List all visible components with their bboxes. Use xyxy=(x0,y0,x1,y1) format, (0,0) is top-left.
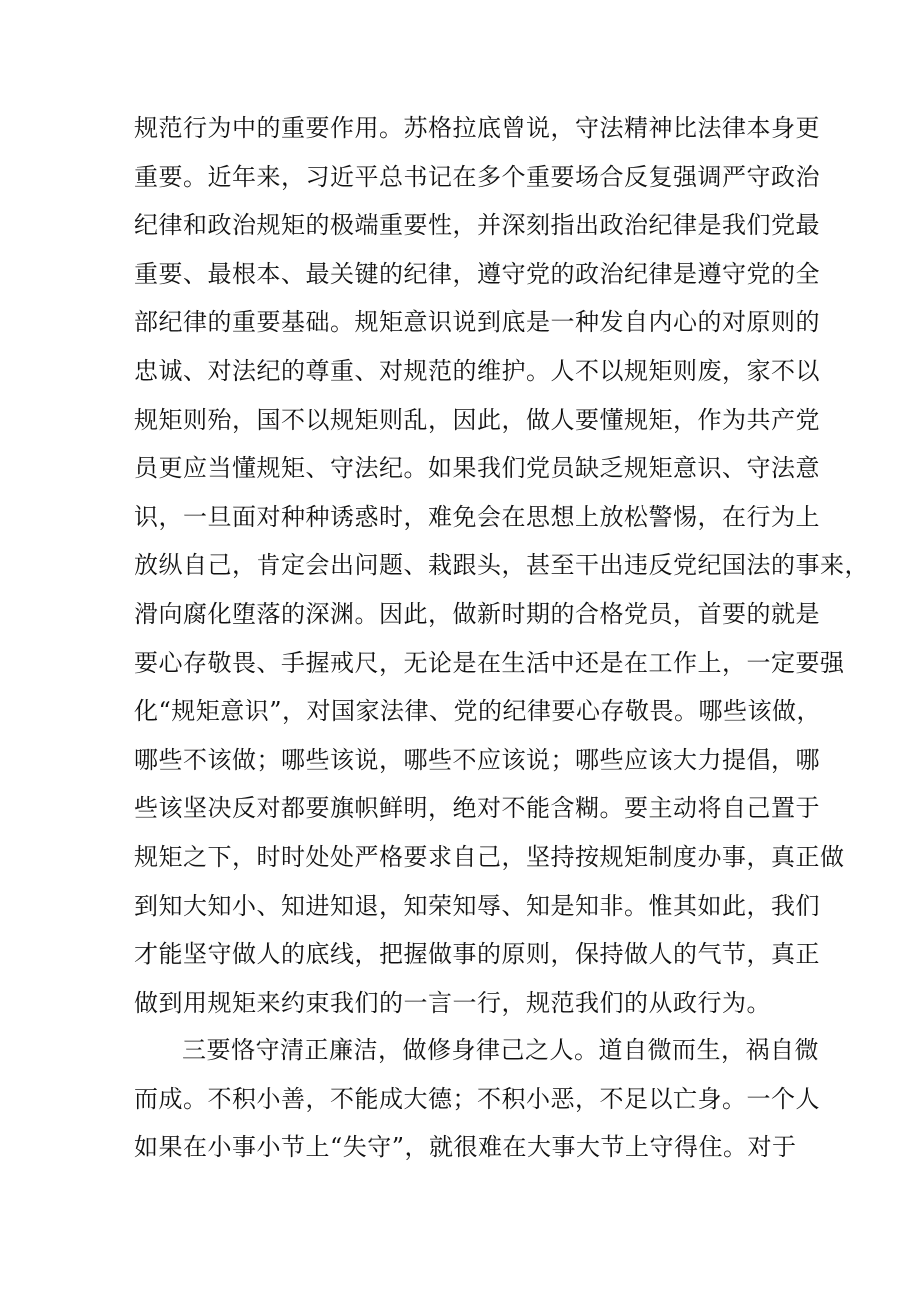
text-line: 化“规矩意识”，对国家法律、党的纪律要心存敬畏。哪些该做， xyxy=(134,697,822,726)
text-line: 放纵自己，肯定会出问题、栽跟头，甚至干出违反党纪国法的事来， xyxy=(134,551,869,580)
text-line: 识，一旦面对种种诱惑时，难免会在思想上放松警惕，在行为上 xyxy=(134,502,820,531)
text-line: 滑向腐化堕落的深渊。因此，做新时期的合格党员，首要的就是 xyxy=(134,599,820,628)
text-line: 规范行为中的重要作用。苏格拉底曾说，守法精神比法律本身更 xyxy=(134,114,820,142)
text-line: 哪些不该做；哪些该说，哪些不应该说；哪些应该大力提倡，哪 xyxy=(134,745,820,774)
text-line: 员更应当懂规矩、守法纪。如果我们党员缺乏规矩意识、守法意 xyxy=(134,454,820,483)
text-line: 重要、最根本、最关键的纪律，遵守党的政治纪律是遵守党的全 xyxy=(134,259,820,288)
text-line: 三要恪守清正廉洁，做修身律己之人。道自微而生，祸自微 xyxy=(182,1036,819,1064)
text-line: 要心存敬畏、手握戒尺，无论是在生活中还是在工作上，一定要强 xyxy=(134,648,845,677)
text-line: 到知大知小、知进知退，知荣知辱、知是知非。惟其如此，我们 xyxy=(134,891,820,920)
text-line: 重要。近年来，习近平总书记在多个重要场合反复强调严守政治 xyxy=(134,162,820,191)
text-line: 些该坚决反对都要旗帜鲜明，绝对不能含糊。要主动将自己置于 xyxy=(134,794,820,823)
text-line: 忠诚、对法纪的尊重、对规范的维护。人不以规矩则废，家不以 xyxy=(134,356,820,385)
text-line: 纪律和政治规矩的极端重要性，并深刻指出政治纪律是我们党最 xyxy=(134,211,820,240)
paragraph-integrity xyxy=(134,1026,820,1172)
text-line: 如果在小事小节上“失守”，就很难在大事大节上守得住。对于 xyxy=(134,1133,797,1162)
text-line: 做到用规矩来约束我们的一言一行，规范我们的从政行为。 xyxy=(134,988,771,1017)
text-line: 规矩之下，时时处处严格要求自己，坚持按规矩制度办事，真正做 xyxy=(134,842,845,871)
text-line: 而成。不积小善，不能成大德；不积小恶，不足以亡身。一个人 xyxy=(134,1084,820,1113)
text-line: 才能坚守做人的底线，把握做事的原则，保持做人的气节，真正 xyxy=(134,940,820,969)
text-line: 部纪律的重要基础。规矩意识说到底是一种发自内心的对原则的 xyxy=(134,308,820,337)
paragraph-rules-awareness xyxy=(134,104,869,1027)
text-line: 规矩则殆，国不以规矩则乱，因此，做人要懂规矩，作为共产党 xyxy=(134,405,820,434)
